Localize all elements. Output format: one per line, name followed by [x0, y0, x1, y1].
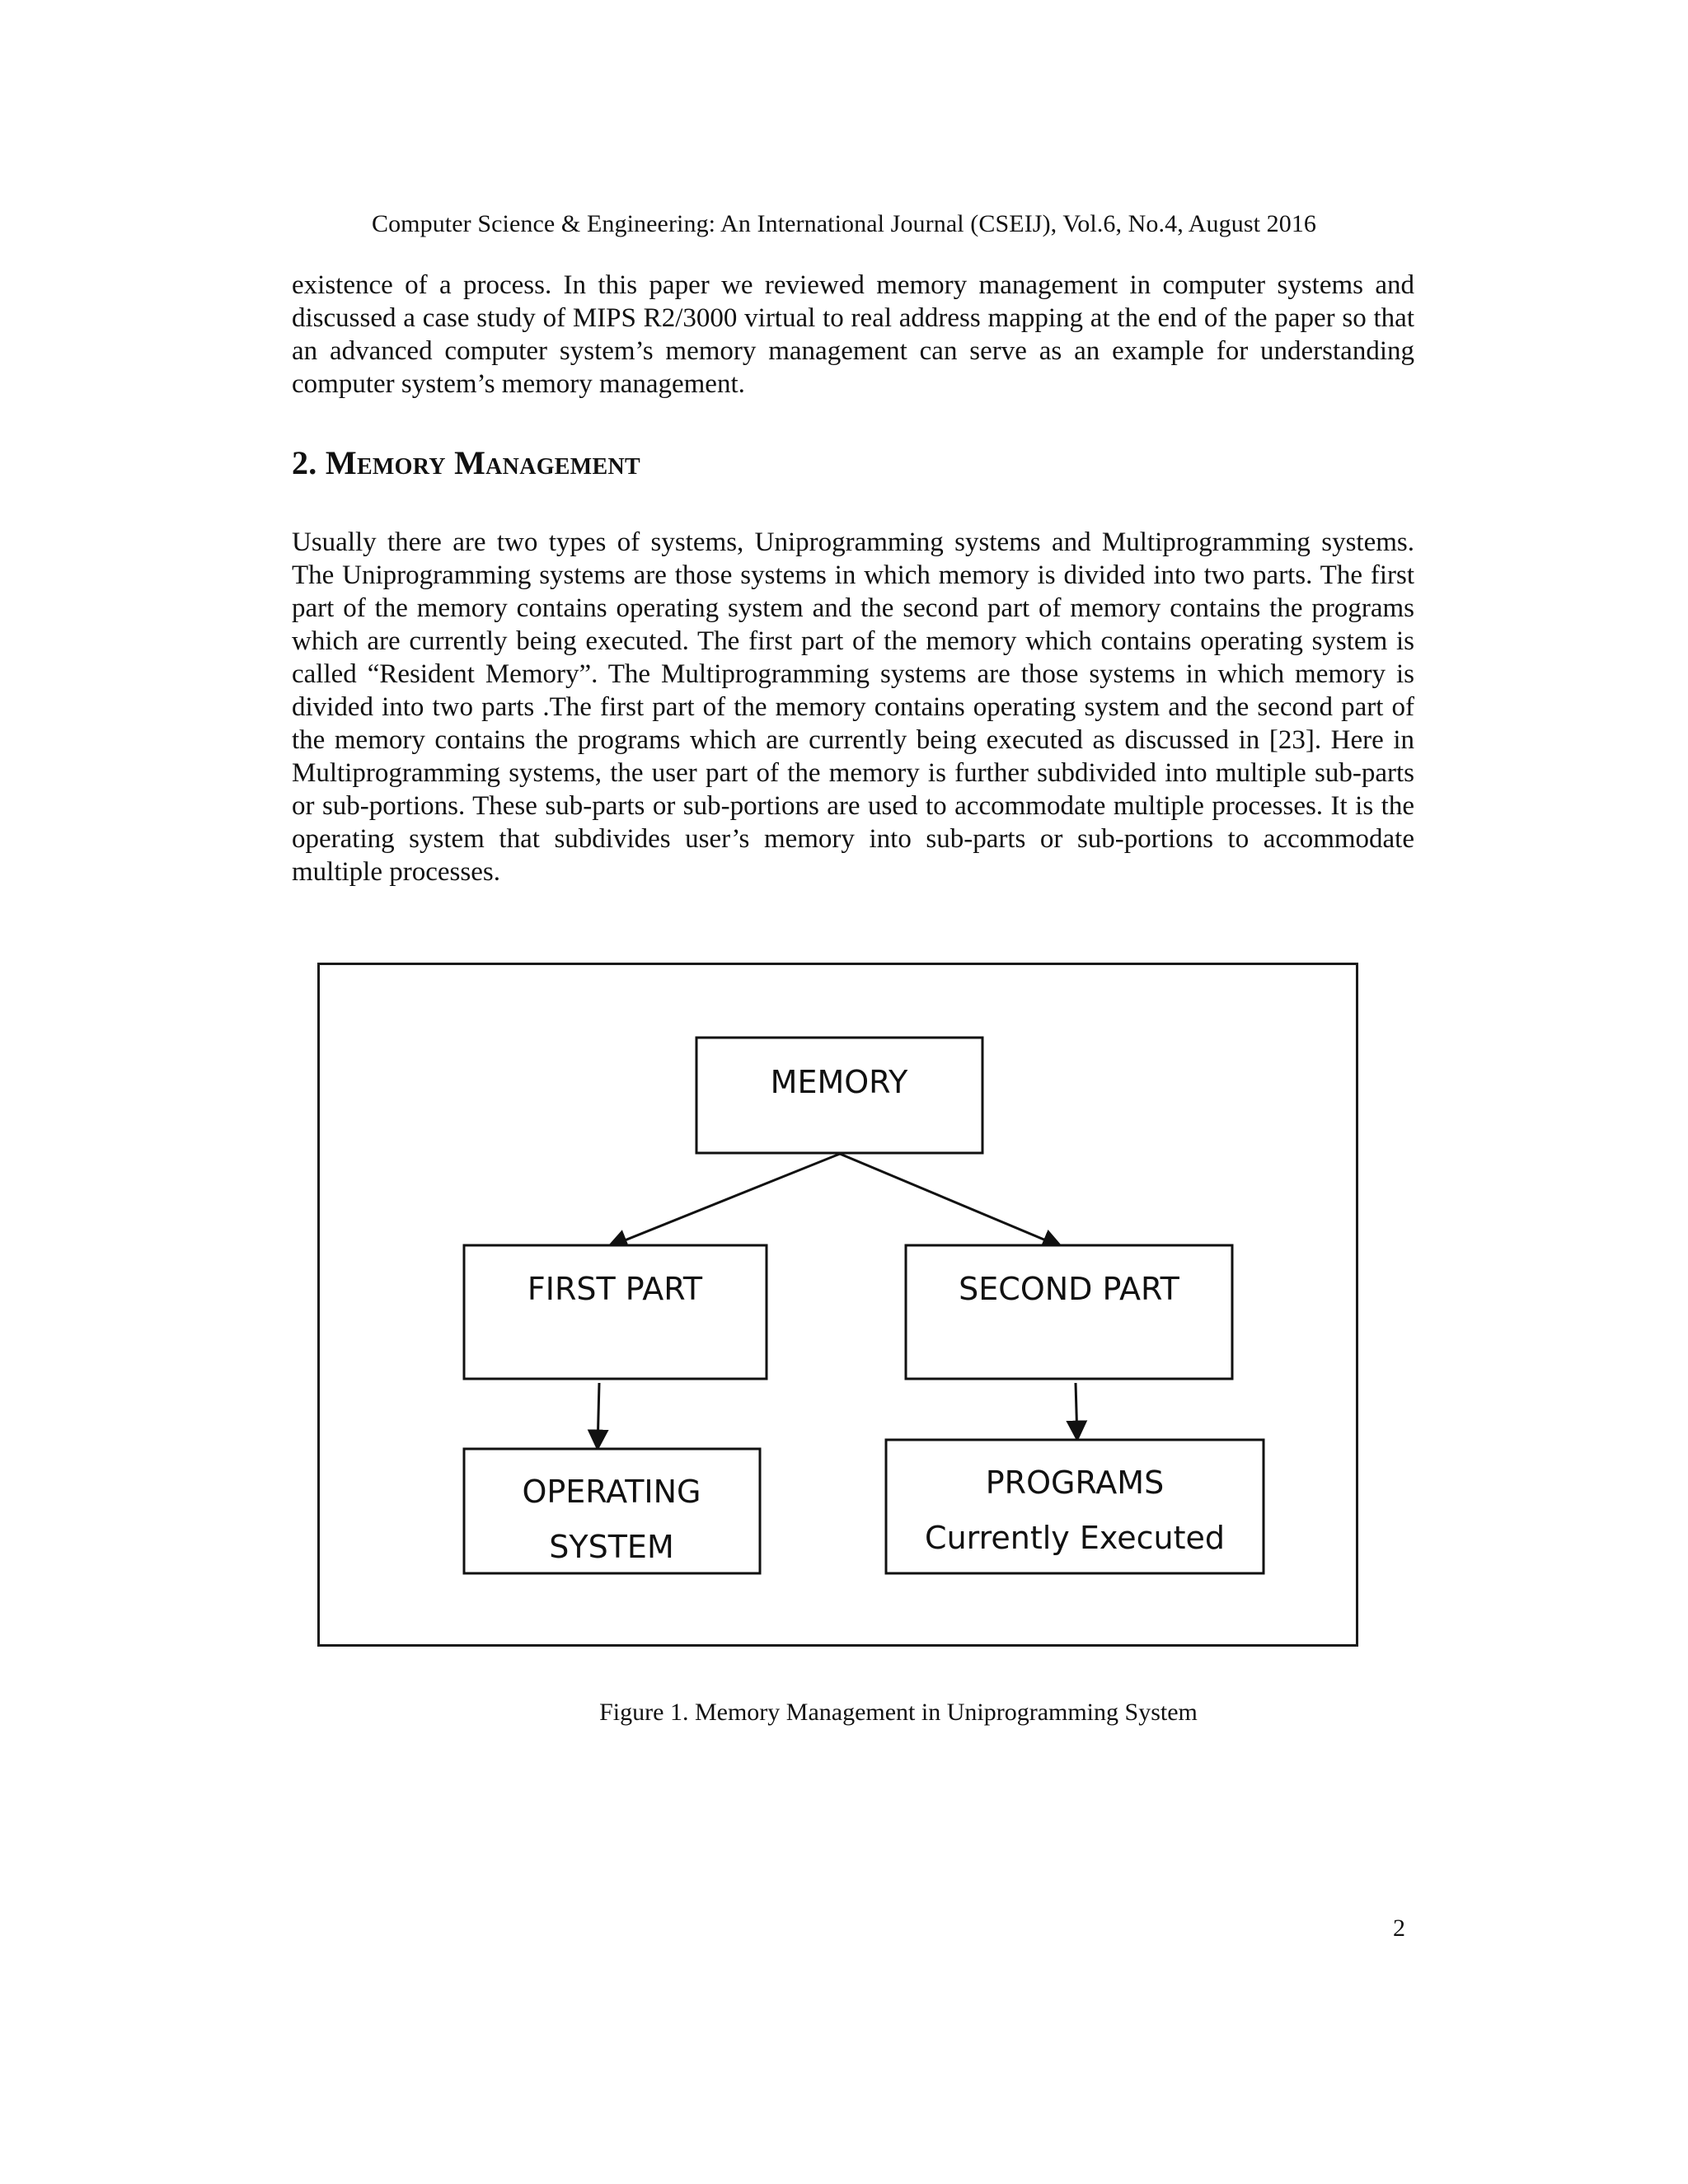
node-programs	[886, 1440, 1264, 1573]
node-programs-label-line1: PROGRAMS	[985, 1465, 1165, 1501]
arrow-second-part-to-programs	[1076, 1383, 1077, 1440]
arrow-first-part-to-operating-system	[598, 1383, 599, 1449]
node-first-part-label: FIRST PART	[527, 1271, 703, 1307]
running-header: Computer Science & Engineering: An International Journal (CSEIJ), Vol.6, No.4, August 2016	[371, 210, 1317, 237]
node-second-part	[906, 1245, 1232, 1379]
node-programs-label-line2: Currently Executed	[925, 1520, 1225, 1556]
node-operating-system-label-line1: OPERATING	[522, 1474, 701, 1510]
figure-caption: Figure 1. Memory Management in Uniprogramming System	[599, 1699, 1198, 1726]
node-memory-label: MEMORY	[770, 1064, 908, 1100]
memory-diagram	[320, 965, 1356, 1644]
node-memory	[696, 1038, 982, 1153]
node-operating-system	[464, 1449, 760, 1573]
figure-frame	[317, 963, 1358, 1647]
page-number: 2	[1393, 1915, 1405, 1942]
arrow-memory-to-first-part	[608, 1154, 840, 1247]
section-paragraph: Usually there are two types of systems, Uniprogramming systems and Multiprogramming systems. The Uniprogramming systems are those systems in which memory is divided into two parts. The first part of the memory contains operating system and the second part of memory contains the programs which are currently being executed. The first part of the memory which contains operating system is called “Resident Memory”. The Multiprogramming systems are those systems in which memory is divided into two parts .The first part of the memory contains operating system and the second part of the memory contains the programs which are currently being executed as discussed in [23]. Here in Multiprogramming systems, the user part of the memory is further subdivided into multiple sub-parts or sub-portions. These sub-parts or sub-portions are used to accommodate multiple processes. It is the operating system that subdivides user’s memory into sub-parts or sub-portions to accommodate multiple processes.	[292, 527, 1414, 887]
node-first-part	[464, 1245, 767, 1379]
intro-paragraph: existence of a process. In this paper we reviewed memory management in computer systems and discussed a case study of MIPS R2/3000 virtual to real address mapping at the end of the paper so that an advanced computer system’s memory management can serve as an example for understanding computer system’s memory management.	[292, 270, 1414, 399]
arrow-memory-to-second-part	[840, 1154, 1062, 1247]
node-operating-system-label-line2: SYSTEM	[549, 1529, 674, 1565]
node-second-part-label: SECOND PART	[959, 1271, 1179, 1307]
section-heading: 2. Memory Management	[292, 444, 640, 481]
